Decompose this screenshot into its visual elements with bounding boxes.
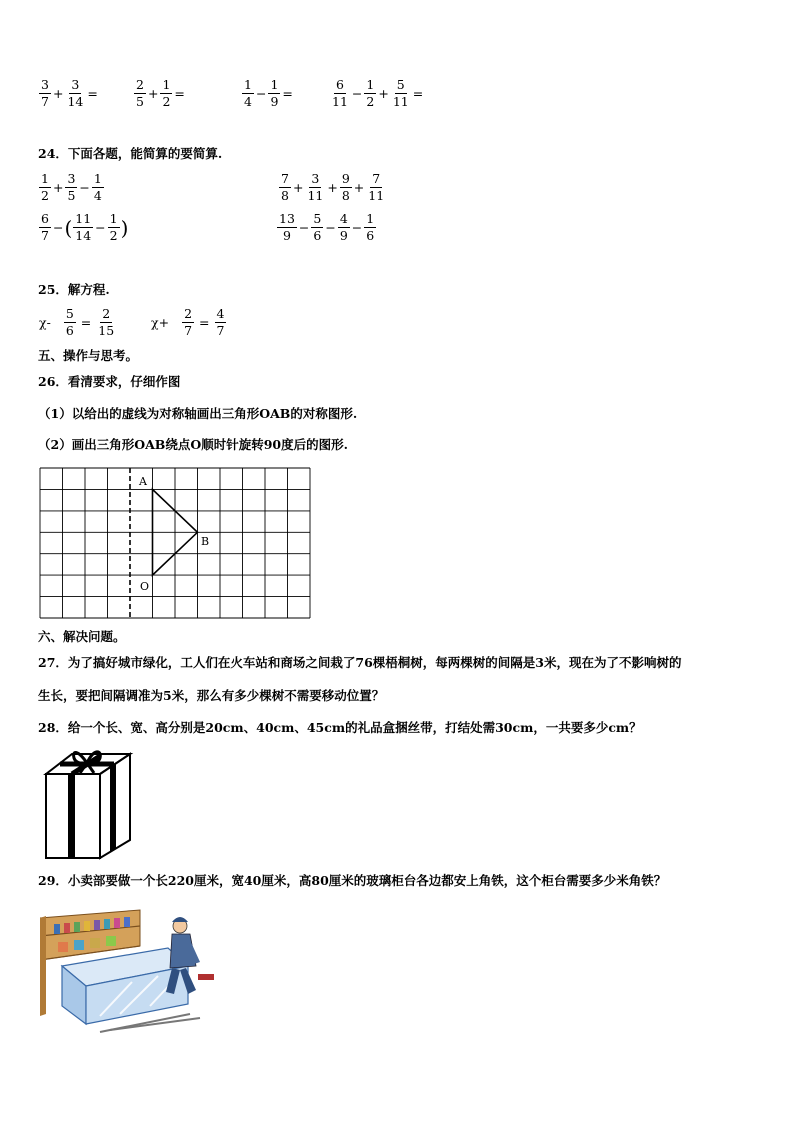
denominator: 2 bbox=[366, 94, 375, 109]
equals-sign: = bbox=[199, 315, 210, 330]
q24-title: 24．下面各题，能简算的要简算. bbox=[38, 146, 223, 161]
equals-sign: = bbox=[174, 86, 185, 101]
numerator: 1 bbox=[366, 211, 375, 226]
glass-counter-illustration bbox=[40, 906, 220, 1034]
numerator: 3 bbox=[67, 171, 76, 186]
denominator: 2 bbox=[41, 188, 49, 203]
numerator: 2 bbox=[184, 306, 193, 321]
grid-lines bbox=[40, 468, 310, 618]
denominator: 11 bbox=[332, 94, 348, 109]
denominator: 6 bbox=[313, 228, 322, 243]
operator: + bbox=[52, 180, 64, 195]
denominator: 8 bbox=[341, 188, 350, 203]
label-b: B bbox=[201, 535, 210, 548]
operator: − bbox=[79, 180, 90, 195]
numerator: 7 bbox=[372, 171, 381, 186]
operator: + bbox=[378, 86, 389, 101]
numerator: 1 bbox=[270, 77, 279, 92]
top-expression-2 bbox=[133, 78, 186, 109]
numerator: 3 bbox=[71, 77, 80, 92]
denominator: 8 bbox=[281, 188, 289, 203]
numerator: 2 bbox=[102, 306, 111, 321]
numerator: 3 bbox=[311, 171, 320, 186]
q25-title: 25．解方程. bbox=[38, 282, 110, 297]
denominator: 4 bbox=[93, 188, 102, 203]
operator: + bbox=[353, 180, 365, 195]
denominator: 7 bbox=[184, 323, 193, 338]
label-o: O bbox=[140, 580, 150, 593]
q25-equation-2 bbox=[150, 307, 227, 338]
numerator: 9 bbox=[341, 171, 350, 186]
denominator: 7 bbox=[41, 94, 49, 109]
top-expression-3 bbox=[241, 78, 294, 109]
operator: − bbox=[351, 86, 363, 101]
numerator: 7 bbox=[281, 171, 289, 186]
equals-sign: = bbox=[282, 86, 293, 101]
denominator: 6 bbox=[65, 323, 74, 338]
denominator: 9 bbox=[270, 94, 279, 109]
numerator: 11 bbox=[75, 211, 92, 226]
denominator: 15 bbox=[98, 323, 115, 338]
top-expression-4 bbox=[329, 78, 424, 109]
numerator: 13 bbox=[279, 211, 295, 226]
numerator: 1 bbox=[366, 77, 375, 92]
right-paren: ) bbox=[120, 215, 129, 240]
numerator: 4 bbox=[339, 211, 348, 226]
operator: − bbox=[325, 220, 336, 235]
operator: − bbox=[255, 86, 267, 101]
numerator: 2 bbox=[136, 77, 144, 92]
denominator: 7 bbox=[216, 323, 225, 338]
q24-expression-1 bbox=[38, 172, 105, 203]
numerator: 6 bbox=[335, 77, 344, 92]
variable: χ- bbox=[39, 315, 51, 330]
denominator: 11 bbox=[307, 188, 324, 203]
denominator: 14 bbox=[75, 228, 92, 243]
denominator: 2 bbox=[109, 228, 118, 243]
operator: + bbox=[147, 86, 159, 101]
q26-sub1: （1）以给出的虚线为对称轴画出三角形OAB的对称图形. bbox=[38, 406, 358, 421]
label-a: A bbox=[139, 475, 147, 488]
numerator: 5 bbox=[396, 77, 405, 92]
denominator: 11 bbox=[368, 188, 385, 203]
equals-sign: = bbox=[87, 86, 98, 101]
q24-expression-4 bbox=[276, 212, 377, 243]
variable: χ+ bbox=[151, 315, 170, 330]
section-6-heading: 六、解决问题。 bbox=[38, 629, 126, 644]
numerator: 4 bbox=[216, 306, 225, 321]
numerator: 1 bbox=[162, 77, 171, 92]
denominator: 9 bbox=[282, 228, 291, 243]
top-expression-1 bbox=[38, 78, 99, 109]
denominator: 14 bbox=[67, 94, 84, 109]
denominator: 6 bbox=[366, 228, 375, 243]
gift-box-illustration bbox=[42, 746, 134, 864]
equals-sign: = bbox=[80, 315, 92, 330]
q24-expression-2 bbox=[278, 172, 387, 203]
q29-text: 29．小卖部要做一个长220厘米，宽40厘米，高80厘米的玻璃柜台各边都安上角铁，这个柜台需要多少米角铁？ bbox=[38, 873, 667, 888]
denominator: 5 bbox=[136, 94, 144, 109]
q27-line-1: 27．为了搞好城市绿化，工人们在火车站和商场之间栽了76棵梧桐树，每两棵树的间隔是3米，现在为了不影响树的 bbox=[38, 655, 682, 670]
operator: − bbox=[351, 220, 363, 235]
numerator: 5 bbox=[65, 306, 74, 321]
operator: + bbox=[292, 180, 304, 195]
denominator: 9 bbox=[339, 228, 348, 243]
operator: + bbox=[52, 86, 64, 101]
left-paren: ( bbox=[64, 215, 73, 240]
operator: − bbox=[95, 220, 106, 235]
drawing-grid[interactable] bbox=[38, 466, 314, 622]
q26-title: 26．看清要求，仔细作图 bbox=[38, 374, 181, 389]
denominator: 2 bbox=[162, 94, 171, 109]
operator: + bbox=[327, 180, 338, 195]
denominator: 5 bbox=[67, 188, 76, 203]
q28-text: 28．给一个长、宽、高分别是20cm、40cm、45cm的礼品盒捆丝带，打结处需30cm，一共要多少cm？ bbox=[38, 720, 642, 735]
q27-line-2: 生长，要把间隔调准为5米，那么有多少棵树不需要移动位置？ bbox=[38, 688, 385, 703]
denominator: 11 bbox=[392, 94, 409, 109]
numerator: 1 bbox=[109, 211, 118, 226]
q26-sub2: （2）画出三角形OAB绕点O顺时针旋转90度后的图形. bbox=[38, 437, 348, 452]
numerator: 1 bbox=[41, 171, 49, 186]
equals-sign: = bbox=[412, 86, 424, 101]
numerator: 1 bbox=[93, 171, 102, 186]
denominator: 7 bbox=[41, 228, 49, 243]
operator: − bbox=[52, 220, 64, 235]
q24-expression-3 bbox=[38, 212, 128, 243]
numerator: 5 bbox=[313, 211, 322, 226]
numerator: 1 bbox=[244, 77, 252, 92]
numerator: 6 bbox=[41, 211, 49, 226]
section-5-heading: 五、操作与思考。 bbox=[38, 348, 139, 363]
numerator: 3 bbox=[41, 77, 49, 92]
operator: − bbox=[298, 220, 310, 235]
denominator: 4 bbox=[244, 94, 252, 109]
q25-equation-1 bbox=[38, 307, 117, 338]
